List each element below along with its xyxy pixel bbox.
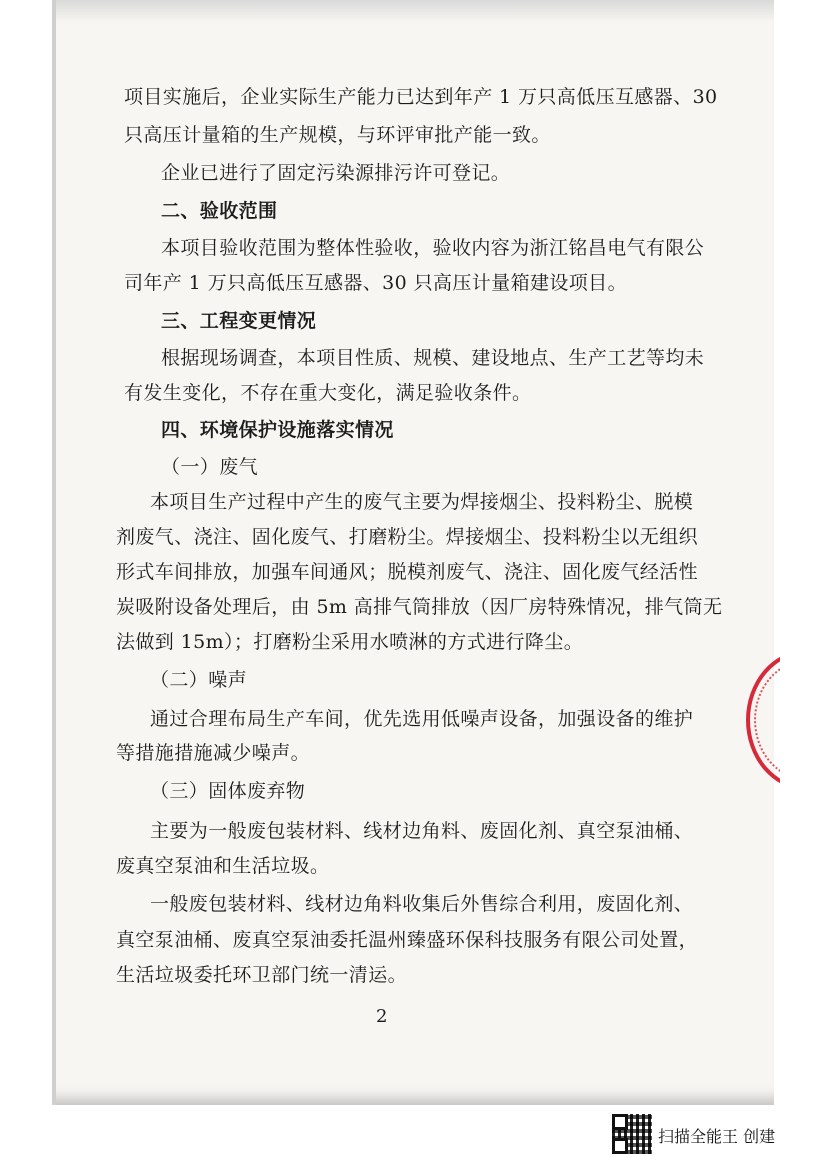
text-line: 炭吸附设备处理后，由 5m 高排气筒排放（因厂房特殊情况，排气筒无 xyxy=(116,596,723,618)
text-line: 真空泵油桶、废真空泵油委托温州臻盛环保科技服务有限公司处置， xyxy=(116,929,699,951)
text-line: 通过合理布局生产车间，优先选用低噪声设备，加强设备的维护 xyxy=(150,708,694,730)
section-heading: 四、环境保护设施落实情况 xyxy=(161,419,394,441)
subsection-heading: （二）噪声 xyxy=(150,669,248,691)
text-line: 等措施措施减少噪声。 xyxy=(116,742,311,764)
text-line: 废真空泵油和生活垃圾。 xyxy=(116,855,330,877)
text-line: 本项目验收范围为整体性验收，验收内容为浙江铭昌电气有限公 xyxy=(161,237,705,259)
subsection-heading: （三）固体废弃物 xyxy=(150,780,306,802)
section-heading: 三、工程变更情况 xyxy=(161,310,317,332)
subsection-heading: （一）废气 xyxy=(161,456,259,478)
text-line: 主要为一般废包装材料、线材边角料、废固化剂、真空泵油桶、 xyxy=(150,820,694,842)
text-line: 生活垃圾委托环卫部门统一清运。 xyxy=(116,964,408,986)
text-line: 根据现场调查，本项目性质、规模、建设地点、生产工艺等均未 xyxy=(161,347,705,369)
watermark-text: 扫描全能王 创建 xyxy=(658,1127,776,1146)
text-line: 法做到 15m）；打磨粉尘采用水喷淋的方式进行降尘。 xyxy=(116,631,584,653)
page-number: 2 xyxy=(376,1006,388,1027)
text-line: 有发生变化，不存在重大变化，满足验收条件。 xyxy=(124,382,532,404)
scanner-watermark xyxy=(612,1112,812,1156)
text-line: 本项目生产过程中产生的废气主要为焊接烟尘、投料粉尘、脱模 xyxy=(150,491,694,513)
text-line: 司年产 1 万只高低压互感器、30 只高压计量箱建设项目。 xyxy=(124,272,627,294)
text-line: 项目实施后，企业实际生产能力已达到年产 1 万只高低压互感器、30 xyxy=(124,86,718,108)
text-line: 企业已进行了固定污染源排污许可登记。 xyxy=(161,162,511,184)
section-heading: 二、验收范围 xyxy=(161,200,278,222)
red-seal-stamp xyxy=(740,650,780,790)
qr-code-icon xyxy=(612,1114,652,1154)
text-line: 一般废包装材料、线材边角料收集后外售综合利用，废固化剂、 xyxy=(150,893,694,915)
text-line: 只高压计量箱的生产规模，与环评审批产能一致。 xyxy=(124,124,551,146)
text-line: 剂废气、浇注、固化废气、打磨粉尘。焊接烟尘、投料粉尘以无组织 xyxy=(116,526,699,548)
text-line: 形式车间排放，加强车间通风；脱模剂废气、浇注、固化废气经活性 xyxy=(116,561,699,583)
